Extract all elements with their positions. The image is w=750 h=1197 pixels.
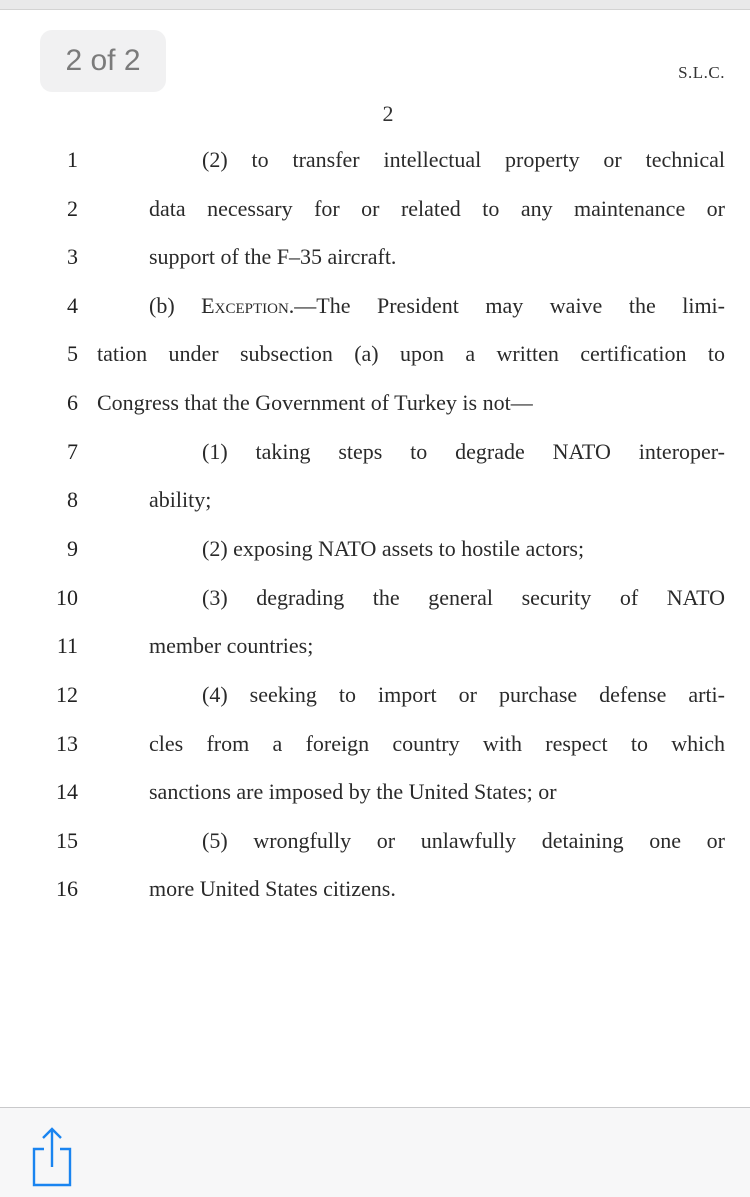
document-line bbox=[0, 478, 750, 522]
line-number: 16 bbox=[56, 876, 78, 901]
bottom-toolbar bbox=[0, 1107, 750, 1197]
document-line bbox=[0, 332, 750, 376]
subsection-text: .—The President may waive the limi- bbox=[288, 293, 725, 318]
line-number: 11 bbox=[56, 633, 78, 658]
header-code: S.L.C. bbox=[678, 63, 725, 82]
document-line bbox=[0, 187, 750, 231]
line-number: 10 bbox=[56, 585, 78, 610]
line-number: 7 bbox=[67, 439, 78, 464]
document-line bbox=[0, 430, 750, 474]
subsection-heading: Exception bbox=[201, 293, 289, 318]
document-line bbox=[0, 235, 750, 279]
line-number: 8 bbox=[67, 487, 78, 512]
document-line bbox=[0, 527, 750, 571]
line-text: sanctions are imposed by the United States; or bbox=[149, 779, 557, 804]
line-number: 13 bbox=[56, 731, 78, 756]
line-number: 2 bbox=[67, 196, 78, 221]
line-number: 4 bbox=[67, 293, 78, 318]
line-number: 1 bbox=[67, 147, 78, 172]
line-text: (2) to transfer intellectual property or technical bbox=[202, 147, 725, 172]
line-number: 9 bbox=[67, 536, 78, 561]
document-line bbox=[0, 722, 750, 766]
document-line bbox=[0, 576, 750, 620]
document-line bbox=[0, 770, 750, 814]
line-text: (1) taking steps to degrade NATO interoper- bbox=[202, 439, 725, 464]
line-text: (3) degrading the general security of NATO bbox=[202, 585, 725, 610]
line-number: 3 bbox=[67, 244, 78, 269]
line-number: 5 bbox=[67, 341, 78, 366]
line-text bbox=[149, 284, 725, 328]
line-number: 12 bbox=[56, 682, 78, 707]
line-text: (5) wrongfully or unlawfully detaining one or bbox=[202, 828, 725, 853]
line-text: cles from a foreign country with respect to which bbox=[149, 731, 725, 756]
document-line bbox=[0, 381, 750, 425]
line-text: Congress that the Government of Turkey is not— bbox=[97, 390, 533, 415]
line-text: (4) seeking to import or purchase defense arti- bbox=[202, 682, 725, 707]
share-icon bbox=[29, 1125, 75, 1187]
subsection-label: (b) bbox=[149, 293, 202, 318]
page-indicator: 2 of 2 bbox=[40, 30, 166, 92]
document-line bbox=[0, 673, 750, 717]
line-text: more United States citizens. bbox=[149, 876, 396, 901]
document-line bbox=[0, 284, 750, 328]
document-line bbox=[0, 819, 750, 863]
document-line bbox=[0, 867, 750, 911]
line-number: 6 bbox=[67, 390, 78, 415]
document-line bbox=[0, 624, 750, 668]
line-text: support of the F–35 aircraft. bbox=[149, 244, 397, 269]
line-number: 14 bbox=[56, 779, 78, 804]
line-number: 15 bbox=[56, 828, 78, 853]
line-text: data necessary for or related to any maintenance or bbox=[149, 196, 725, 221]
line-text: member countries; bbox=[149, 633, 314, 658]
top-status-bar bbox=[0, 0, 750, 10]
line-text: tation under subsection (a) upon a written certification to bbox=[97, 341, 725, 366]
share-button[interactable] bbox=[29, 1125, 75, 1187]
line-text: ability; bbox=[149, 487, 212, 512]
page-number: 2 bbox=[382, 101, 394, 126]
line-text: (2) exposing NATO assets to hostile actors; bbox=[202, 536, 585, 561]
document-line bbox=[0, 138, 750, 182]
